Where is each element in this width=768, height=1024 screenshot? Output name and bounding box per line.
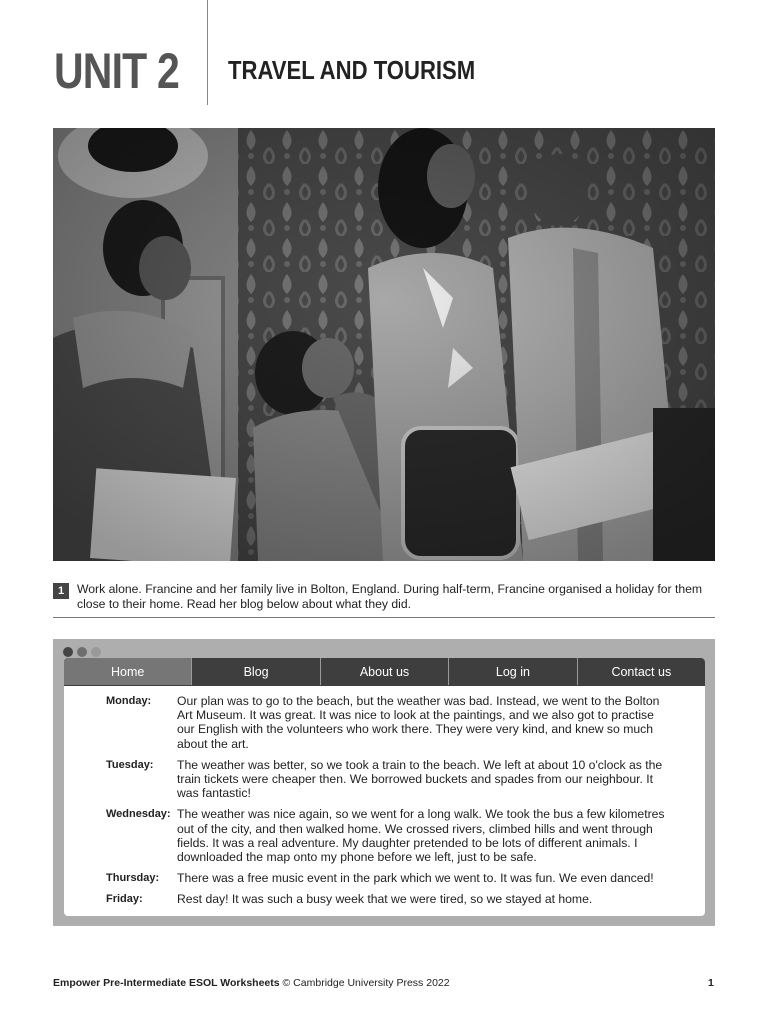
page-number: 1 [708,977,714,989]
window-dot-icon[interactable] [77,647,87,657]
task-text: Work alone. Francine and her family live in Bolton, England. During half-term, Francine organised a holiday for them close to their home. Read her blog below about what they did. [77,582,703,611]
nav-contact-us[interactable]: Contact us [611,665,672,679]
footer-credit [53,977,450,989]
nav-home[interactable]: Home [64,658,192,685]
entry-text: The weather was better, so we took a train to the beach. We left at about 10 o'clock as the train tickets were cheaper then. We borrowed buckets and spades from our neighbour. It was fantastic! [177,757,663,801]
entry-text: Rest day! It was such a busy week that we were tired, so we stayed at home. [177,892,593,907]
entry-text: The weather was nice again, so we went for a long walk. We took the bus a few kilometres out of the city, and then walked home. We crossed rivers, climbed hills and went through fields. It was a real adventure. My daughter pretended to be lots of different animals. I downloaded the map onto my phone before we left, just to be safe. [177,807,665,865]
window-dot-icon[interactable] [91,647,101,657]
blog-entry [64,694,705,751]
task-divider [53,617,715,618]
entry-day: Monday: [106,695,152,707]
blog-entry [64,758,705,801]
window-controls [63,644,105,654]
blog-entry [64,807,705,864]
nav-about-us[interactable]: About us [321,658,449,685]
family-museum-photo [53,128,715,561]
entry-day: Friday: [106,893,143,906]
blog-entry [64,871,705,885]
entry-text: There was a free music event in the park which we went to. It was fun. We even danced! [177,871,654,886]
blog-nav-bar [64,658,705,686]
unit-title: TRAVEL AND TOURISM [228,55,476,85]
window-dot-icon[interactable] [63,647,73,657]
entry-day: Wednesday: [106,808,171,821]
nav-blog[interactable]: Blog [192,658,320,685]
entry-text: Our plan was to go to the beach, but the weather was bad. Instead, we went to the Bolton Art Museum. It was great. It was nice to look at the paintings, and we also got to practise our English with the volunteers who work there. They were very kind, and knew so much about the art. [177,694,660,751]
footer-copyright: © Cambridge University Press 2022 [282,977,450,989]
unit-number: UNIT 2 [54,43,179,99]
nav-log-in[interactable]: Log in [449,658,577,685]
entry-day: Tuesday: [106,758,154,771]
blog-entries [64,694,705,914]
blog-browser-frame [53,639,715,926]
entry-day: Thursday: [106,872,160,885]
header-divider [207,0,208,105]
footer-book-title: Empower Pre-Intermediate ESOL Worksheets [53,977,280,989]
blog-window [64,658,705,916]
blog-entry [64,892,705,906]
task-number-badge: 1 [53,583,69,599]
